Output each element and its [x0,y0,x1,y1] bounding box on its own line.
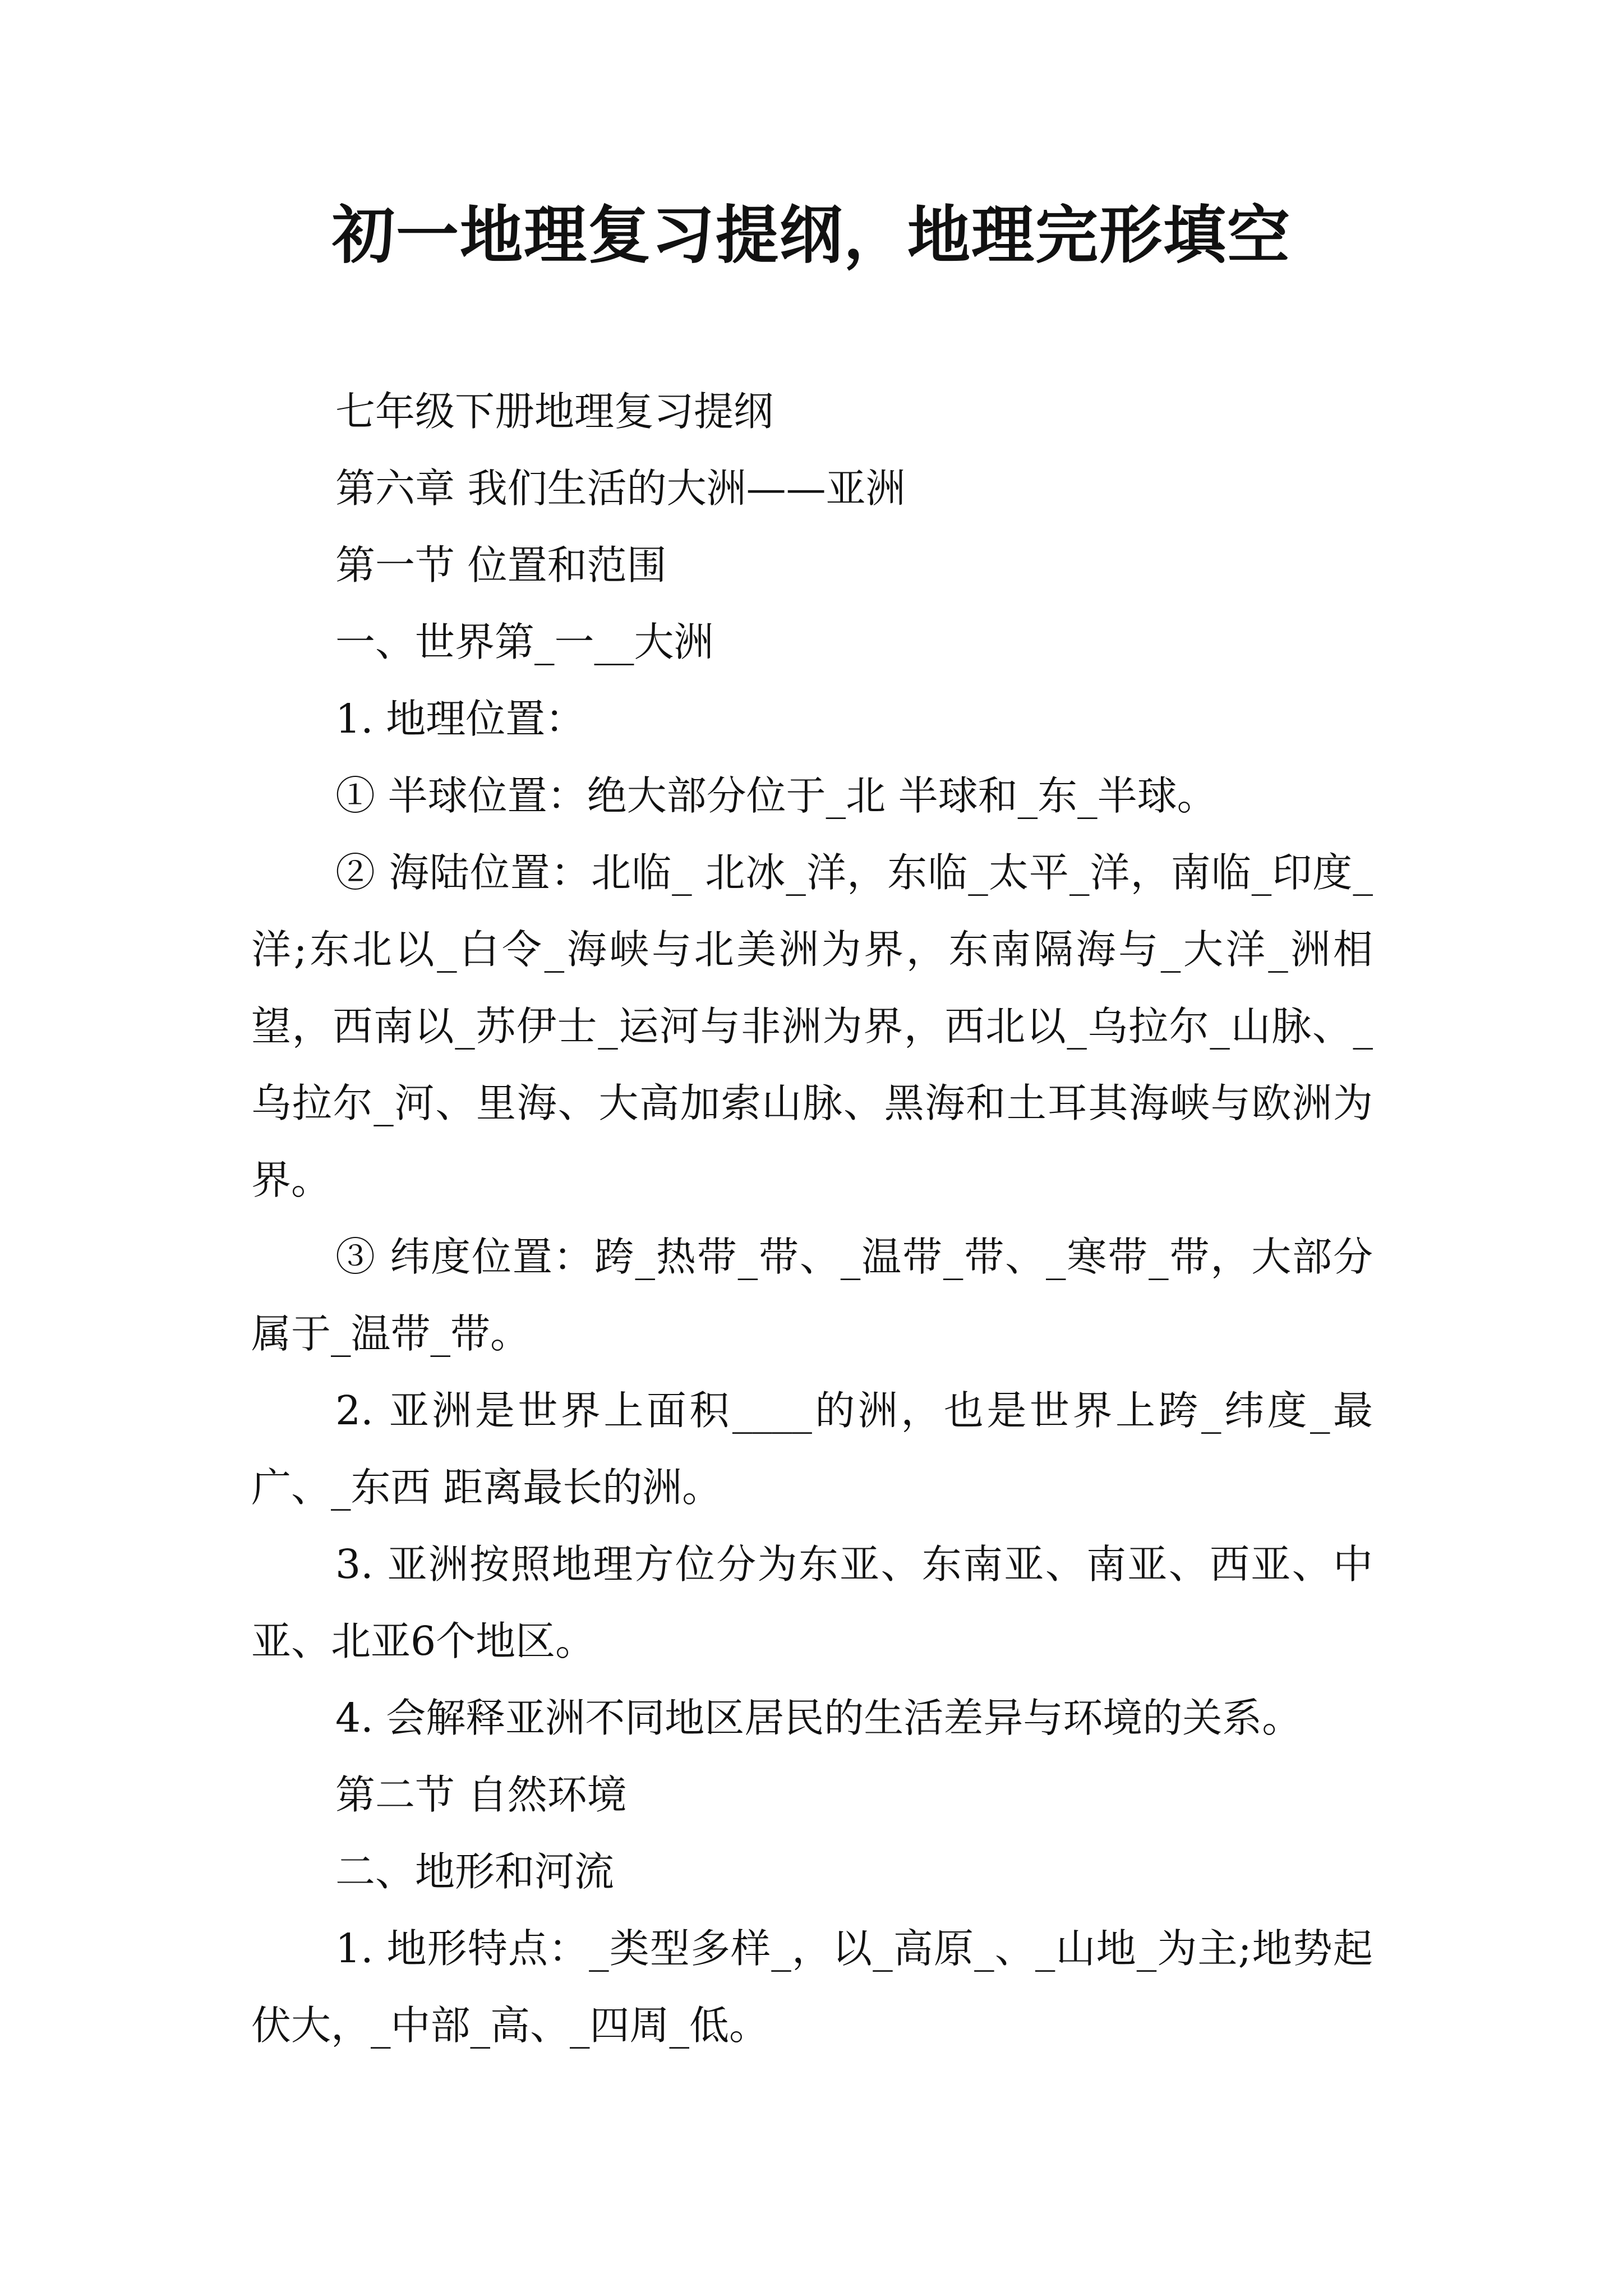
paragraph-section-two-heading: 第二节 自然环境 [335,1772,627,1818]
paragraph-grade-outline-heading: 七年级下册地理复习提纲 [335,388,774,435]
paragraph-living-differences: 4. 会解释亚洲不同地区居民的生活差异与环境的关系。 [335,1695,1302,1741]
paragraph-regions: 3. 亚洲按照地理方位分为东亚、东南亚、南亚、西亚、中亚、北亚6个地区。 [251,1541,1373,1664]
paragraph-section-one-heading: 第一节 位置和范围 [335,542,667,588]
document-body [251,373,1373,2064]
paragraph-hemisphere-position: ① 半球位置：绝大部分位于_北 半球和_东_半球。 [335,772,1217,819]
paragraph-area-and-span: 2. 亚洲是世界上面积____的洲，也是世界上跨_纬度_最广、_东西 距离最长的洲。 [251,1387,1373,1511]
paragraph-geographic-location: 1. 地理位置： [335,696,585,742]
paragraph-largest-continent: 一、世界第_一__大洲 [335,619,714,665]
document-title: 初一地理复习提纲，地理完形填空 [332,199,1291,272]
paragraph-latitude-position: ③ 纬度位置：跨_热带_带、_温带_带、_寒带_带，大部分属于_温带_带。 [251,1234,1373,1357]
paragraph-chapter-heading: 第六章 我们生活的大洲——亚洲 [335,465,906,512]
paragraph-sea-land-position: ② 海陆位置：北临_ 北冰_洋，东临_太平_洋，南临_印度_洋;东北以_白令_海峡与北美洲为界，东南隔海与_大洋_洲相望，西南以_苏伊士_运河与非洲为界，西北以_乌拉尔_山脉、_乌拉尔_河、里海、大高加索山脉、黑海和土耳其海峡与欧洲为界。 [251,849,1373,1203]
paragraph-terrain-features: 1. 地形特点：_类型多样_，以_高原_、_山地_为主;地势起伏大，_中部_高、_四周_低。 [251,1925,1373,2049]
paragraph-terrain-and-rivers: 二、地形和河流 [335,1848,615,1895]
